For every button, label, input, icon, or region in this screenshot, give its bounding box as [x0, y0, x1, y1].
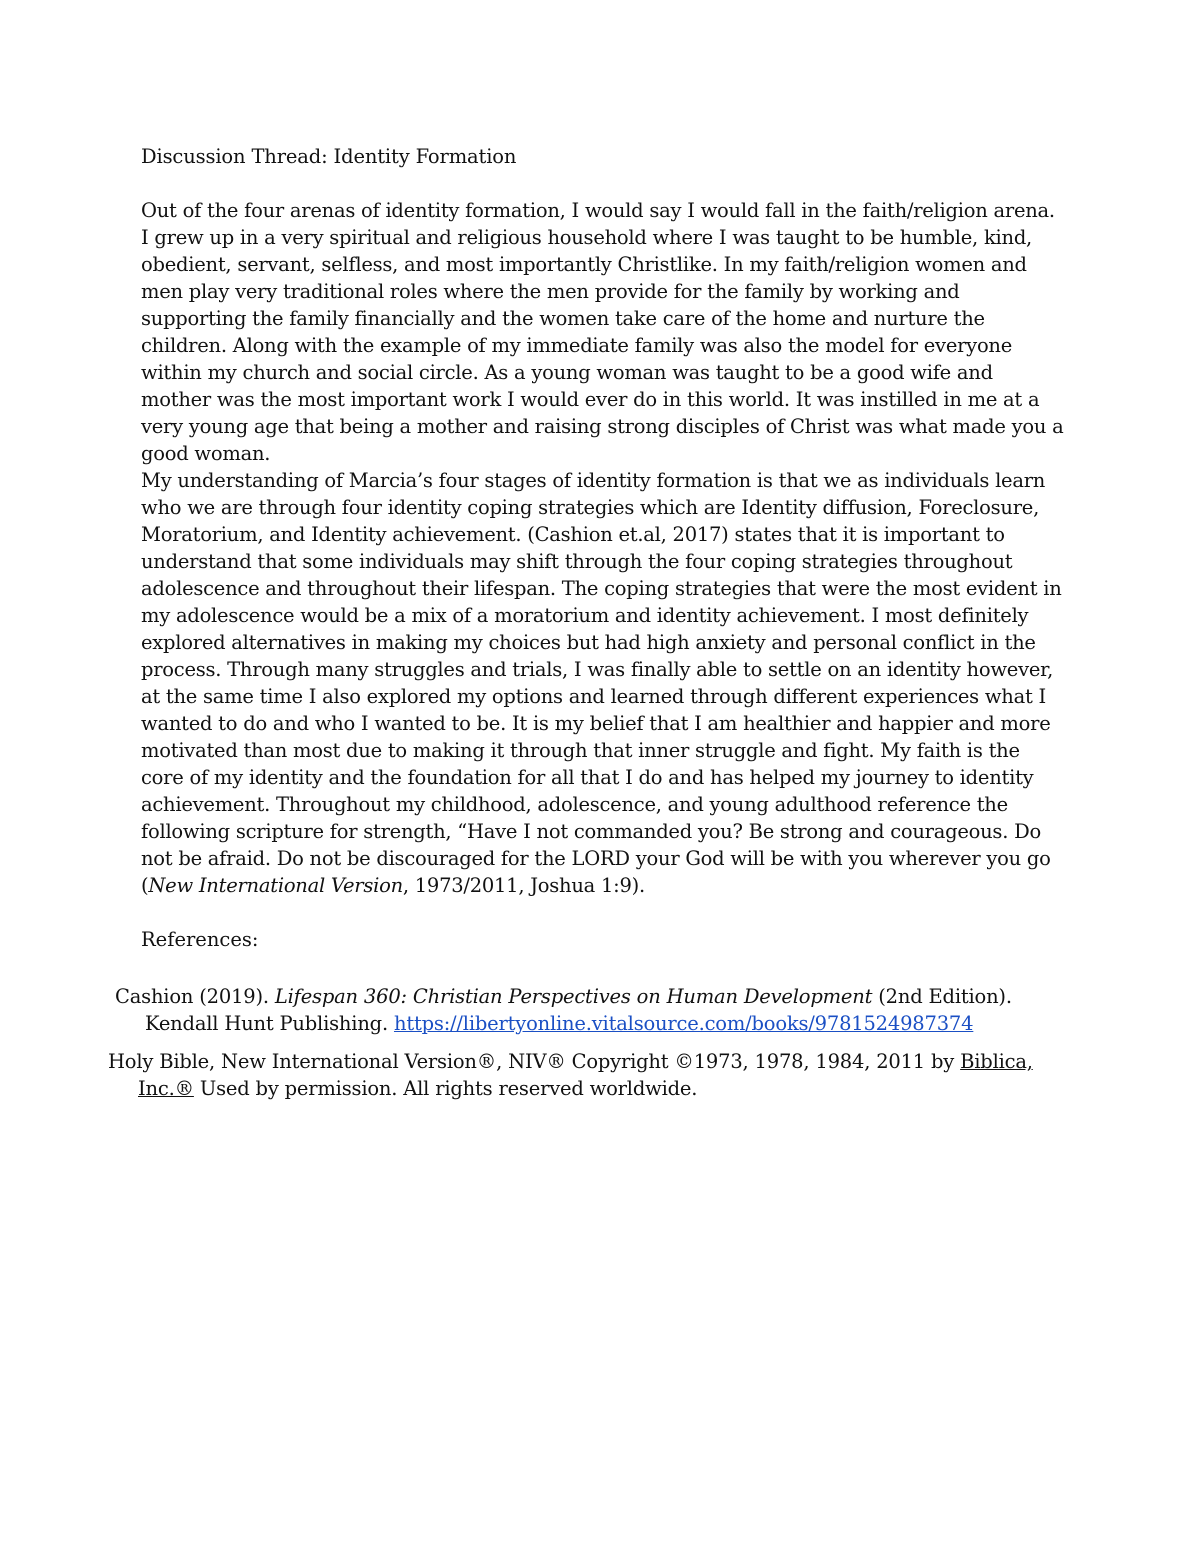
- reference-cashion-title: Lifespan 360: Christian Perspectives on Human Development: [274, 985, 873, 1008]
- reference-cashion-link[interactable]: https://libertyonline.vitalsource.com/books/9781524987374: [393, 1012, 974, 1035]
- references-heading: References:: [141, 928, 259, 951]
- reference-bible-permission: Used by permission. All rights reserved worldwide.: [193, 1077, 698, 1100]
- reference-cashion-author: Cashion (2019).: [115, 985, 275, 1008]
- citation-open: (: [141, 874, 149, 897]
- reference-bible-publisher-link[interactable]: Biblica, Inc.®: [138, 1050, 1033, 1100]
- citation-title: New International Version: [148, 874, 403, 897]
- citation-detail: , 1973/2011, Joshua 1:9).: [402, 874, 645, 897]
- reference-cashion: [115, 983, 1025, 1037]
- paragraph-identity-arena: Out of the four arenas of identity formation, I would say I would fall in the faith/religion arena. I grew up in a very spiritual and religious household where I was taught to be humble, kind, obedient, servant, selfless, and most importantly Christlike. In my faith/religion women and men play very traditional roles where the men provide for the family by working and supporting the family financially and the women take care of the home and nurture the children. Along with the example of my immediate family was also the model for everyone within my church and social circle. As a young woman was taught to be a good wife and mother was the most important work I would ever do in this world. It was instilled in me at a very young age that being a mother and raising strong disciples of Christ was what made you a good woman.: [141, 199, 1064, 465]
- discussion-body: [141, 197, 1065, 899]
- document-title: Discussion Thread: Identity Formation: [141, 145, 517, 168]
- paragraph-marcia-text: My understanding of Marcia’s four stages of identity formation is that we as individuals learn who we are through four identity coping strategies which are Identity diffusion, Foreclosure, Moratorium, and Identity achievement. (Cashion et.al, 2017) states that it is important to understand that some individuals may shift through the four coping strategies throughout adolescence and throughout their lifespan. The coping strategies that were the most evident in my adolescence would be a mix of a moratorium and identity achievement. I most definitely explored alternatives in making my choices but had high anxiety and personal conflict in the process. Through many struggles and trials, I was finally able to settle on an identity however, at the same time I also explored my options and learned through different experiences what I wanted to do and who I wanted to be. It is my belief that I am healthier and happier and more motivated than most due to making it through that inner struggle and fight. My faith is the core of my identity and the foundation for all that I do and has helped my journey to identity achievement. Throughout my childhood, adolescence, and young adulthood reference the following scripture for strength, “Have I not commanded you? Be strong and courageous. Do not be afraid. Do not be discouraged for the LORD your God will be with you wherever you go: [141, 469, 1062, 870]
- paragraph-marcia-stages: [141, 467, 1065, 899]
- reference-cashion-publisher: (2nd Edition). Kendall Hunt Publishing.: [145, 985, 1012, 1035]
- reference-bible-text: Holy Bible, New International Version®, NIV® Copyright ©1973, 1978, 1984, 2011 by: [108, 1050, 961, 1073]
- reference-bible: [108, 1048, 1038, 1102]
